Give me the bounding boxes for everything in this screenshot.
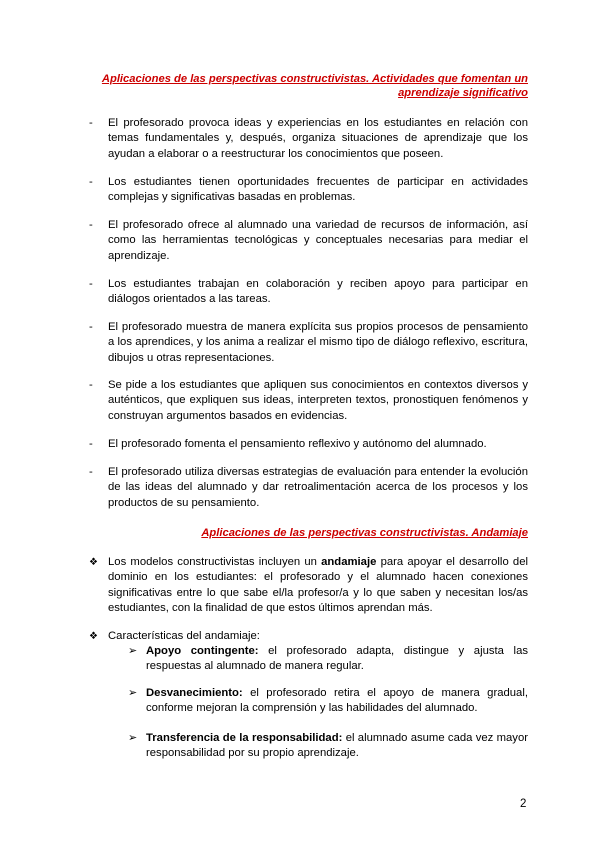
list-item: El profesorado provoca ideas y experiencias en los estudiantes en relación con temas fundamentales y, después, organiza situaciones de aprendizaje que los ayudan a elaborar o a reestructurar los conocimientos que poseen. xyxy=(108,117,528,160)
diamond-bullet-icon: ❖ xyxy=(89,557,98,568)
diamond-bullet-icon: ❖ xyxy=(89,631,98,642)
bullet-paragraph: Características del andamiaje: xyxy=(108,630,260,642)
list-dash: - xyxy=(89,117,93,129)
list-item: El profesorado muestra de manera explícita sus propios procesos de pensamiento a los aprendices, y los anima a realizar el mismo tipo de diálogo reflexivo, escritura, dibujos u otras representaciones. xyxy=(108,321,528,364)
list-item: El profesorado fomenta el pensamiento reflexivo y autónomo del alumnado. xyxy=(108,438,487,450)
arrow-bullet-icon: ➢ xyxy=(128,645,138,657)
page-number: 2 xyxy=(520,798,527,810)
list-dash: - xyxy=(89,278,93,290)
list-item: El profesorado utiliza diversas estrategias de evaluación para entender la evolución de las ideas del alumnado y dar retroalimentación acerca de los procesos y los productos de su pensamiento. xyxy=(108,466,528,509)
list-dash: - xyxy=(89,438,93,450)
list-item: El profesorado ofrece al alumnado una variedad de recursos de información, así como las herramientas tecnológicas y conceptuales necesarias para mediar el aprendizaje. xyxy=(108,219,528,262)
list-dash: - xyxy=(89,219,93,231)
sub-list-item: Apoyo contingente: el profesorado adapta, distingue y ajusta las respuestas al alumnado de manera regular. xyxy=(146,645,528,673)
list-dash: - xyxy=(89,176,93,188)
arrow-bullet-icon: ➢ xyxy=(128,732,138,744)
sub-list-item: Desvanecimiento: el profesorado retira el apoyo de manera gradual, conforme mejoran la comprensión y las habilidades del alumnado. xyxy=(146,687,528,715)
bold-term: andamiaje xyxy=(321,556,377,568)
bullet-paragraph: Los modelos constructivistas incluyen un andamiaje para apoyar el desarrollo del dominio en los estudiantes: el profesorado y el alumnado hacen conexiones significativas entre lo que sabe el/la profesor/a y lo que saben y necesitan los/as estudiantes, con la finalidad de que estos últimos aprendan más. xyxy=(108,556,528,615)
list-dash: - xyxy=(89,466,93,478)
section-heading-scaffolding: Aplicaciones de las perspectivas constructivistas. Andamiaje xyxy=(201,527,528,539)
list-item: Se pide a los estudiantes que apliquen sus conocimientos en contextos diversos y auténticos, que expliquen sus ideas, interpreten textos, pronostiquen fenómenos y construyan argumentos basados en evidencias. xyxy=(108,379,528,422)
list-dash: - xyxy=(89,379,93,391)
arrow-bullet-icon: ➢ xyxy=(128,687,138,699)
list-item: Los estudiantes trabajan en colaboración y reciben apoyo para participar en diálogos orientados a las tareas. xyxy=(108,278,528,306)
list-item: Los estudiantes tienen oportunidades frecuentes de participar en actividades complejas y significativas basadas en problemas. xyxy=(108,176,528,204)
sub-list-item: Transferencia de la responsabilidad: el alumnado asume cada vez mayor responsabilidad por su propio aprendizaje. xyxy=(146,732,528,760)
section-heading-activities: Aplicaciones de las perspectivas constructivistas. Actividades que fomentan un aprendizaje significativo xyxy=(101,73,528,99)
list-dash: - xyxy=(89,321,93,333)
